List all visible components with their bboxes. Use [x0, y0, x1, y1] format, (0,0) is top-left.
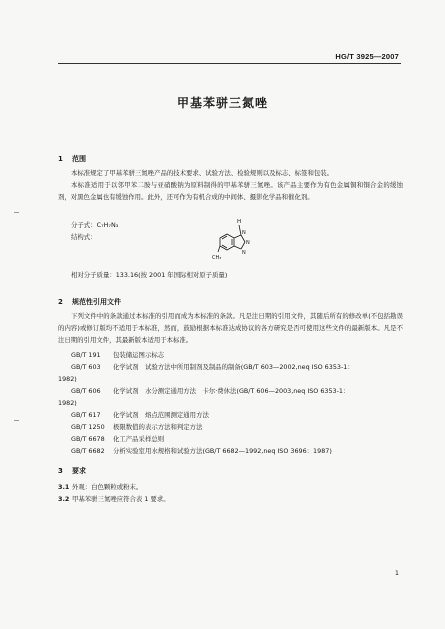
reference-code: GB/T 6682 — [71, 447, 105, 455]
mass-label: 相对分子质量： — [71, 271, 116, 279]
reference-code: GB/T 617 — [71, 411, 101, 419]
reference-continuation: 1982) — [58, 375, 77, 383]
reference-title: 极限数值的表示方法和判定方法 — [113, 423, 203, 431]
reference-title: 包装储运图示标志 — [113, 351, 165, 359]
section-2-number: 2 — [58, 298, 63, 306]
structure-methyl-label: CH₃ — [212, 255, 222, 261]
reference-title: 分析实验室用水规格和试验方法(GB/T 6682—1992,neq ISO 3696：1987) — [113, 447, 332, 455]
section-3-title: 要求 — [72, 467, 86, 475]
section-3-number: 3 — [58, 467, 63, 475]
reference-title: 化学试剂 试验方法中所用制剂及制品的制备(GB/T 603—2002,neq ISO 6353-1： — [113, 363, 354, 371]
formula-label: 分子式： — [71, 221, 97, 229]
reference-item — [71, 434, 164, 445]
structure-label: 结构式： — [71, 233, 97, 241]
molecular-mass — [71, 270, 227, 281]
reference-code: GB/T 603 — [71, 363, 101, 371]
section-1-number: 1 — [58, 155, 63, 163]
reference-code: GB/T 1250 — [71, 423, 105, 431]
reference-item — [71, 350, 164, 361]
reference-code: GB/T 6678 — [71, 435, 105, 443]
scan-mark — [14, 420, 19, 421]
molecular-formula — [71, 220, 118, 231]
document-title: 甲基苯骈三氮唑 — [176, 96, 268, 110]
page-number: 1 — [394, 569, 399, 577]
reference-item — [71, 410, 209, 421]
structure-n2-label: N — [246, 240, 250, 246]
reference-item — [71, 386, 349, 397]
structure-n1-label: N — [242, 230, 246, 236]
section-1-title: 范围 — [72, 155, 86, 163]
reference-item — [71, 446, 332, 457]
reference-code: GB/T 191 — [71, 351, 101, 359]
mass-value: 133.16(按 2001 年国际相对原子质量) — [115, 271, 228, 279]
reference-title: 化工产品采样总则 — [113, 435, 165, 443]
structure-n3-label: N — [242, 250, 246, 256]
section-2-heading — [58, 297, 121, 307]
structural-formula-diagram — [208, 210, 268, 266]
formula-value: C₇H₇N₃ — [96, 221, 119, 229]
requirement-text: 甲基苯骈三氮唑应符合表 1 要求。 — [72, 495, 170, 503]
header-rule — [58, 63, 401, 64]
section-1-heading — [58, 154, 86, 164]
reference-continuation: 1982) — [58, 399, 77, 407]
section-3-heading — [58, 466, 86, 476]
section-1-paragraph-1: 本标准规定了甲基苯骈三氮唑产品的技术要求、试验方法、检验规则以及标志、标签和包装。 — [71, 169, 334, 177]
structure-h-label: H — [237, 219, 242, 225]
requirement-text: 外观：白色颗粒或粉末。 — [72, 483, 143, 491]
requirement-number: 3.1 — [58, 483, 70, 491]
standard-code: HG/T 3925—2007 — [335, 52, 399, 61]
reference-code: GB/T 606 — [71, 387, 101, 395]
reference-item — [71, 422, 202, 433]
reference-item — [71, 362, 354, 373]
requirement-item-3-1 — [58, 482, 142, 493]
requirement-item-3-2 — [58, 494, 170, 505]
scan-mark — [14, 212, 19, 213]
requirement-number: 3.2 — [58, 495, 70, 503]
section-2-title: 规范性引用文件 — [72, 298, 121, 306]
reference-title: 化学试剂 熔点范围测定通用方法 — [113, 411, 209, 419]
reference-title: 化学试剂 水分测定通用方法 卡尔·费休法(GB/T 606—2003,neq ISO 6353-1： — [113, 387, 350, 395]
section-2-paragraph: 下列文件中的条款通过本标准的引用而成为本标准的条款。凡是注日期的引用文件，其随后所有的修改单(不包括勘误的内容)或修订版均不适用于本标准，然而，鼓励根据本标准达成协议的各方研究是否可使用这些文件的最新版本。凡是不注日期的引用文件，其最新版本适用于本标准。 — [58, 312, 403, 344]
section-1-paragraph-2: 本标准适用于以邻甲苯二胺与亚硝酸钠为原料制得的甲基苯骈三氮唑。该产品主要作为有色金属铜和铜合金的缓蚀剂，对黑色金属也有缓蚀作用。此外，还可作为有机合成的中间体、摄影化学品和催化剂。 — [58, 181, 403, 201]
